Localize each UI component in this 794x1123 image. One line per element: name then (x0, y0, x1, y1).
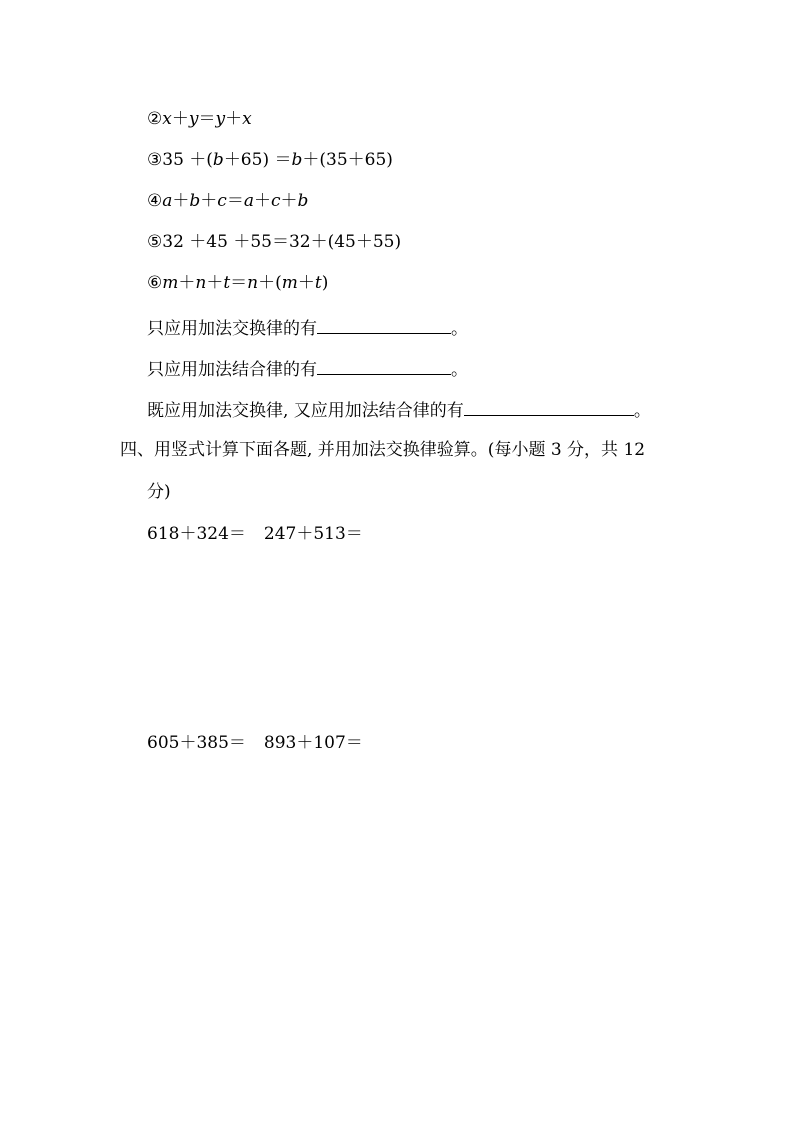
math-text: 35 ＋( (162, 150, 213, 170)
answer-blank-commutative[interactable] (317, 315, 451, 334)
item-3-num: ③ (147, 150, 163, 170)
question-both-end: 。 (633, 401, 651, 421)
question-both-text: 既应用加法交换律, 又应用加法结合律的有 (147, 401, 464, 421)
variable: b (291, 150, 303, 170)
question-commutative-end: 。 (451, 319, 468, 339)
variable: n (195, 273, 207, 293)
variable: a (162, 191, 173, 211)
math-text: ＋ (206, 273, 224, 293)
item-3 (147, 149, 393, 171)
item-2-expr (162, 109, 251, 129)
question-both (147, 397, 651, 422)
variable: t (314, 273, 322, 293)
math-text: ＋65) ＝ (223, 150, 292, 170)
problem-4: 893＋107＝ (263, 733, 363, 753)
answer-blank-associative[interactable] (317, 356, 451, 375)
answer-blank-both[interactable] (464, 397, 634, 416)
variable: y (188, 109, 199, 129)
problem-row-1 (147, 523, 363, 545)
variable: a (243, 191, 254, 211)
item-4-num: ④ (147, 191, 163, 211)
question-associative-text: 只应用加法结合律的有 (147, 360, 317, 380)
math-text: ＋ (172, 191, 190, 211)
problem-row-2 (147, 732, 363, 754)
variable: x (162, 109, 172, 129)
math-text: ＝ (230, 273, 248, 293)
item-4-expr (162, 191, 308, 211)
item-6-expr (162, 273, 328, 293)
section-4-title-cont: 分) (147, 482, 171, 502)
item-5-expr (162, 232, 401, 252)
math-text: ＋ (171, 109, 189, 129)
variable: x (242, 109, 252, 129)
math-text: ＋( (258, 273, 282, 293)
variable: n (247, 273, 259, 293)
question-associative-end: 。 (451, 360, 468, 380)
math-text: ＝ (198, 109, 216, 129)
variable: b (189, 191, 201, 211)
math-text: ＝ (226, 191, 244, 211)
math-text: ) (321, 273, 329, 293)
item-2 (147, 108, 252, 130)
variable: c (217, 191, 227, 211)
variable: y (215, 109, 226, 129)
item-3-expr (162, 150, 393, 170)
item-2-num: ② (147, 109, 163, 129)
variable: m (162, 273, 179, 293)
variable: b (212, 150, 224, 170)
problem-1: 618＋324＝ (147, 524, 246, 544)
math-text: ＋(35＋65) (302, 150, 393, 170)
item-5-num: ⑤ (147, 232, 163, 252)
variable: t (223, 273, 231, 293)
math-text: ＋ (253, 191, 271, 211)
item-5 (147, 231, 401, 253)
item-4 (147, 190, 308, 212)
item-6 (147, 272, 328, 294)
section-4-title: 四、用竖式计算下面各题, 并用加法交换律验算。(每小题 3 分，共 12 (120, 440, 646, 460)
math-text: 32 ＋45 ＋55＝32＋(45＋55) (162, 232, 402, 252)
math-text: ＋ (280, 191, 298, 211)
math-text: ＋ (200, 191, 218, 211)
question-commutative (147, 315, 468, 340)
math-text: ＋ (297, 273, 315, 293)
variable: b (297, 191, 309, 211)
problem-2: 247＋513＝ (263, 524, 363, 544)
problem-3: 605＋385＝ (147, 733, 246, 753)
question-associative (147, 356, 468, 381)
math-text: ＋ (225, 109, 243, 129)
item-6-num: ⑥ (147, 273, 163, 293)
variable: c (270, 191, 281, 211)
variable: m (281, 273, 298, 293)
math-text: ＋ (178, 273, 196, 293)
question-commutative-text: 只应用加法交换律的有 (147, 319, 317, 339)
